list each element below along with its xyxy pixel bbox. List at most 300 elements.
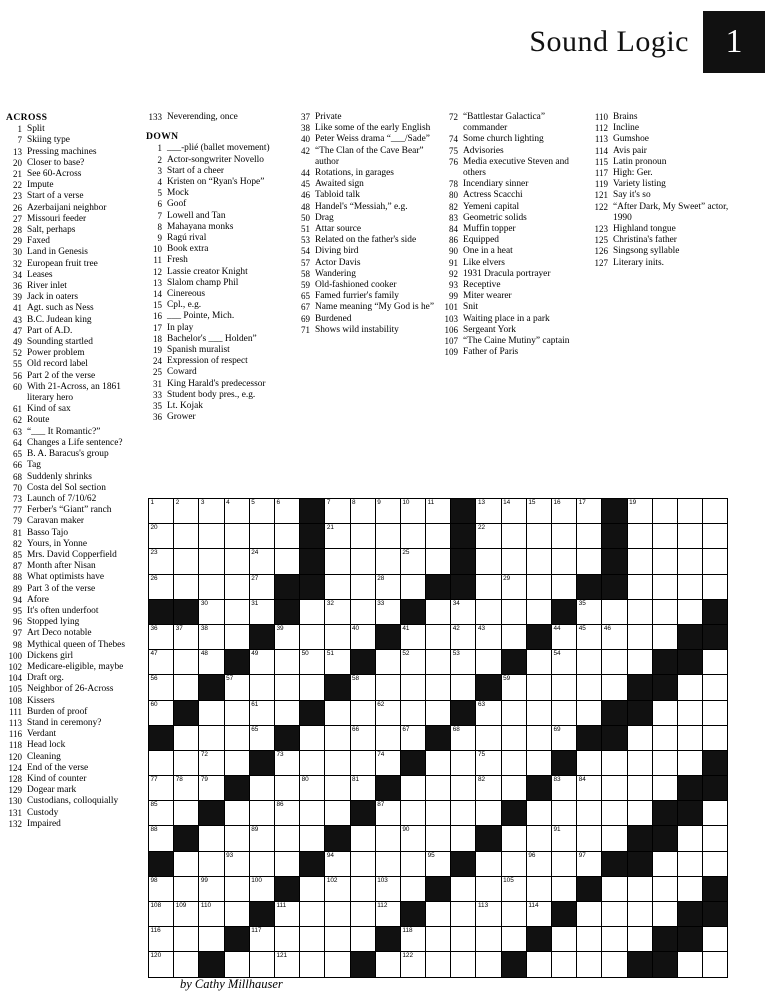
- grid-cell[interactable]: [426, 851, 451, 876]
- grid-cell[interactable]: [526, 952, 551, 977]
- grid-cell[interactable]: [350, 750, 375, 775]
- grid-cell[interactable]: [476, 801, 501, 826]
- grid-cell[interactable]: [149, 624, 174, 649]
- grid-cell[interactable]: [174, 776, 199, 801]
- grid-cell[interactable]: [249, 599, 274, 624]
- grid-cell[interactable]: [274, 524, 299, 549]
- grid-cell[interactable]: [602, 876, 627, 901]
- grid-cell[interactable]: [400, 851, 425, 876]
- grid-cell[interactable]: [476, 624, 501, 649]
- grid-cell[interactable]: [350, 524, 375, 549]
- grid-cell[interactable]: [174, 952, 199, 977]
- clue-item[interactable]: [442, 235, 586, 246]
- clue-item[interactable]: [6, 561, 140, 572]
- grid-cell[interactable]: [199, 700, 224, 725]
- grid-cell[interactable]: [627, 599, 652, 624]
- grid-cell[interactable]: [325, 574, 350, 599]
- clue-item[interactable]: [442, 190, 586, 201]
- clue-item[interactable]: [146, 199, 288, 210]
- clue-item[interactable]: [6, 292, 140, 303]
- clue-item[interactable]: [146, 278, 288, 289]
- grid-cell[interactable]: [476, 524, 501, 549]
- grid-cell[interactable]: [174, 876, 199, 901]
- grid-cell[interactable]: [627, 801, 652, 826]
- grid-cell[interactable]: [149, 776, 174, 801]
- grid-cell[interactable]: [174, 851, 199, 876]
- grid-cell[interactable]: [552, 801, 577, 826]
- grid-cell[interactable]: [703, 952, 728, 977]
- grid-cell[interactable]: [249, 876, 274, 901]
- grid-cell[interactable]: [350, 927, 375, 952]
- grid-cell[interactable]: [577, 851, 602, 876]
- grid-cell[interactable]: [249, 952, 274, 977]
- clue-item[interactable]: [6, 606, 140, 617]
- grid-cell[interactable]: [199, 851, 224, 876]
- clue-item[interactable]: [6, 763, 140, 774]
- clue-item[interactable]: [6, 449, 140, 460]
- grid-cell[interactable]: [350, 725, 375, 750]
- clue-item[interactable]: [6, 472, 140, 483]
- grid-cell[interactable]: [174, 750, 199, 775]
- clue-item[interactable]: [6, 404, 140, 415]
- clue-item[interactable]: [146, 334, 288, 345]
- grid-cell[interactable]: [426, 549, 451, 574]
- clue-item[interactable]: [6, 796, 140, 807]
- grid-cell[interactable]: [501, 776, 526, 801]
- grid-cell[interactable]: [426, 700, 451, 725]
- grid-cell[interactable]: [174, 574, 199, 599]
- grid-cell[interactable]: [224, 700, 249, 725]
- grid-cell[interactable]: [224, 801, 249, 826]
- clue-item[interactable]: [146, 401, 288, 412]
- grid-cell[interactable]: [300, 725, 325, 750]
- clue-item[interactable]: [6, 595, 140, 606]
- clue-item[interactable]: [6, 191, 140, 202]
- clue-item[interactable]: [6, 662, 140, 673]
- clue-item[interactable]: [592, 235, 736, 246]
- clue-item[interactable]: [6, 752, 140, 763]
- grid-cell[interactable]: [526, 851, 551, 876]
- clue-item[interactable]: [294, 246, 436, 257]
- grid-cell[interactable]: [274, 499, 299, 524]
- clue-item[interactable]: [6, 516, 140, 527]
- grid-cell[interactable]: [451, 650, 476, 675]
- clue-item[interactable]: [442, 246, 586, 257]
- grid-cell[interactable]: [501, 549, 526, 574]
- grid-cell[interactable]: [249, 524, 274, 549]
- grid-cell[interactable]: [400, 826, 425, 851]
- clue-item[interactable]: [6, 505, 140, 516]
- grid-cell[interactable]: [552, 574, 577, 599]
- grid-cell[interactable]: [149, 952, 174, 977]
- grid-cell[interactable]: [476, 851, 501, 876]
- clue-item[interactable]: [6, 371, 140, 382]
- grid-cell[interactable]: [451, 624, 476, 649]
- grid-cell[interactable]: [224, 624, 249, 649]
- grid-cell[interactable]: [476, 574, 501, 599]
- clue-item[interactable]: [294, 123, 436, 134]
- grid-cell[interactable]: [526, 650, 551, 675]
- clue-item[interactable]: [442, 179, 586, 190]
- grid-cell[interactable]: [703, 851, 728, 876]
- grid-cell[interactable]: [526, 826, 551, 851]
- clue-item[interactable]: [6, 427, 140, 438]
- grid-cell[interactable]: [501, 851, 526, 876]
- grid-cell[interactable]: [350, 624, 375, 649]
- clue-item[interactable]: [146, 345, 288, 356]
- clue-item[interactable]: [6, 684, 140, 695]
- clue-item[interactable]: [6, 785, 140, 796]
- clue-item[interactable]: [442, 280, 586, 291]
- grid-cell[interactable]: [552, 700, 577, 725]
- clue-item[interactable]: [6, 651, 140, 662]
- grid-cell[interactable]: [350, 574, 375, 599]
- grid-cell[interactable]: [274, 801, 299, 826]
- clue-item[interactable]: [6, 774, 140, 785]
- grid-cell[interactable]: [274, 952, 299, 977]
- grid-cell[interactable]: [426, 599, 451, 624]
- grid-cell[interactable]: [325, 952, 350, 977]
- grid-cell[interactable]: [652, 776, 677, 801]
- clue-item[interactable]: [442, 347, 586, 358]
- grid-cell[interactable]: [350, 700, 375, 725]
- grid-cell[interactable]: [350, 549, 375, 574]
- clue-item[interactable]: [294, 134, 436, 145]
- clue-item[interactable]: [442, 224, 586, 235]
- grid-cell[interactable]: [501, 574, 526, 599]
- grid-cell[interactable]: [552, 675, 577, 700]
- grid-cell[interactable]: [426, 675, 451, 700]
- grid-cell[interactable]: [577, 952, 602, 977]
- grid-cell[interactable]: [677, 499, 702, 524]
- grid-cell[interactable]: [426, 750, 451, 775]
- grid-cell[interactable]: [526, 524, 551, 549]
- grid-cell[interactable]: [526, 700, 551, 725]
- grid-cell[interactable]: [627, 876, 652, 901]
- grid-cell[interactable]: [350, 776, 375, 801]
- grid-cell[interactable]: [426, 902, 451, 927]
- clue-item[interactable]: [146, 289, 288, 300]
- grid-cell[interactable]: [224, 725, 249, 750]
- grid-cell[interactable]: [199, 876, 224, 901]
- clue-item[interactable]: [6, 740, 140, 751]
- grid-cell[interactable]: [400, 725, 425, 750]
- clue-item[interactable]: [442, 269, 586, 280]
- grid-cell[interactable]: [602, 902, 627, 927]
- grid-cell[interactable]: [375, 876, 400, 901]
- grid-cell[interactable]: [652, 574, 677, 599]
- grid-cell[interactable]: [476, 650, 501, 675]
- grid-cell[interactable]: [199, 927, 224, 952]
- grid-cell[interactable]: [703, 574, 728, 599]
- grid-cell[interactable]: [476, 952, 501, 977]
- grid-cell[interactable]: [526, 750, 551, 775]
- grid-cell[interactable]: [300, 750, 325, 775]
- grid-cell[interactable]: [627, 574, 652, 599]
- clue-item[interactable]: [442, 202, 586, 213]
- grid-cell[interactable]: [526, 499, 551, 524]
- clue-item[interactable]: [592, 146, 736, 157]
- grid-cell[interactable]: [149, 549, 174, 574]
- grid-cell[interactable]: [451, 599, 476, 624]
- grid-cell[interactable]: [577, 750, 602, 775]
- clue-item[interactable]: [294, 146, 436, 168]
- grid-cell[interactable]: [300, 876, 325, 901]
- grid-cell[interactable]: [602, 750, 627, 775]
- clue-item[interactable]: [6, 729, 140, 740]
- clue-item[interactable]: [146, 222, 288, 233]
- clue-item[interactable]: [6, 382, 140, 404]
- clue-item[interactable]: [6, 247, 140, 258]
- grid-cell[interactable]: [577, 801, 602, 826]
- grid-cell[interactable]: [602, 927, 627, 952]
- grid-cell[interactable]: [552, 851, 577, 876]
- grid-cell[interactable]: [300, 826, 325, 851]
- grid-cell[interactable]: [149, 902, 174, 927]
- clue-item[interactable]: [6, 673, 140, 684]
- grid-cell[interactable]: [149, 750, 174, 775]
- clue-item[interactable]: [146, 412, 288, 423]
- grid-cell[interactable]: [476, 750, 501, 775]
- grid-cell[interactable]: [174, 624, 199, 649]
- grid-cell[interactable]: [677, 725, 702, 750]
- grid-cell[interactable]: [577, 700, 602, 725]
- grid-cell[interactable]: [199, 624, 224, 649]
- clue-item[interactable]: [6, 494, 140, 505]
- clue-item[interactable]: [146, 155, 288, 166]
- grid-cell[interactable]: [199, 902, 224, 927]
- grid-cell[interactable]: [652, 499, 677, 524]
- grid-cell[interactable]: [577, 624, 602, 649]
- grid-cell[interactable]: [476, 599, 501, 624]
- grid-cell[interactable]: [300, 801, 325, 826]
- grid-cell[interactable]: [375, 725, 400, 750]
- grid-cell[interactable]: [652, 549, 677, 574]
- grid-cell[interactable]: [426, 499, 451, 524]
- grid-cell[interactable]: [224, 851, 249, 876]
- grid-cell[interactable]: [375, 851, 400, 876]
- grid-cell[interactable]: [577, 599, 602, 624]
- grid-cell[interactable]: [400, 549, 425, 574]
- clue-item[interactable]: [146, 267, 288, 278]
- grid-cell[interactable]: [199, 574, 224, 599]
- grid-cell[interactable]: [325, 876, 350, 901]
- clue-item[interactable]: [146, 311, 288, 322]
- grid-cell[interactable]: [199, 650, 224, 675]
- grid-cell[interactable]: [325, 499, 350, 524]
- grid-cell[interactable]: [526, 725, 551, 750]
- grid-cell[interactable]: [199, 725, 224, 750]
- grid-cell[interactable]: [274, 776, 299, 801]
- grid-cell[interactable]: [451, 927, 476, 952]
- grid-cell[interactable]: [249, 927, 274, 952]
- grid-cell[interactable]: [476, 499, 501, 524]
- clue-item[interactable]: [146, 233, 288, 244]
- clue-item[interactable]: [146, 255, 288, 266]
- grid-cell[interactable]: [199, 499, 224, 524]
- clue-item[interactable]: [294, 190, 436, 201]
- grid-cell[interactable]: [627, 927, 652, 952]
- grid-cell[interactable]: [300, 624, 325, 649]
- grid-cell[interactable]: [149, 675, 174, 700]
- grid-cell[interactable]: [224, 549, 249, 574]
- grid-cell[interactable]: [199, 826, 224, 851]
- grid-cell[interactable]: [703, 650, 728, 675]
- grid-cell[interactable]: [577, 776, 602, 801]
- grid-cell[interactable]: [451, 675, 476, 700]
- grid-cell[interactable]: [526, 599, 551, 624]
- grid-cell[interactable]: [325, 725, 350, 750]
- grid-cell[interactable]: [552, 624, 577, 649]
- grid-cell[interactable]: [300, 952, 325, 977]
- grid-cell[interactable]: [677, 952, 702, 977]
- grid-cell[interactable]: [325, 750, 350, 775]
- clue-item[interactable]: [146, 244, 288, 255]
- grid-cell[interactable]: [224, 574, 249, 599]
- grid-cell[interactable]: [677, 876, 702, 901]
- grid-cell[interactable]: [703, 499, 728, 524]
- grid-cell[interactable]: [426, 952, 451, 977]
- grid-cell[interactable]: [677, 700, 702, 725]
- grid-cell[interactable]: [274, 750, 299, 775]
- grid-cell[interactable]: [677, 574, 702, 599]
- clue-item[interactable]: [592, 179, 736, 190]
- grid-cell[interactable]: [703, 675, 728, 700]
- grid-cell[interactable]: [476, 549, 501, 574]
- clue-item[interactable]: [6, 259, 140, 270]
- clue-item[interactable]: [146, 211, 288, 222]
- grid-cell[interactable]: [274, 675, 299, 700]
- clue-item[interactable]: [146, 367, 288, 378]
- grid-cell[interactable]: [627, 902, 652, 927]
- grid-cell[interactable]: [325, 524, 350, 549]
- grid-cell[interactable]: [375, 650, 400, 675]
- grid-cell[interactable]: [224, 675, 249, 700]
- grid-cell[interactable]: [249, 549, 274, 574]
- grid-cell[interactable]: [476, 700, 501, 725]
- clue-item[interactable]: [146, 112, 288, 123]
- grid-cell[interactable]: [652, 876, 677, 901]
- grid-cell[interactable]: [602, 624, 627, 649]
- grid-cell[interactable]: [300, 776, 325, 801]
- clue-item[interactable]: [6, 696, 140, 707]
- grid-cell[interactable]: [300, 927, 325, 952]
- grid-cell[interactable]: [224, 876, 249, 901]
- grid-cell[interactable]: [577, 675, 602, 700]
- clue-item[interactable]: [442, 336, 586, 347]
- grid-cell[interactable]: [476, 725, 501, 750]
- grid-cell[interactable]: [149, 826, 174, 851]
- clue-item[interactable]: [442, 325, 586, 336]
- grid-cell[interactable]: [274, 902, 299, 927]
- clue-item[interactable]: [6, 415, 140, 426]
- clue-item[interactable]: [592, 190, 736, 201]
- grid-cell[interactable]: [375, 826, 400, 851]
- clue-item[interactable]: [294, 325, 436, 336]
- clue-item[interactable]: [6, 348, 140, 359]
- clue-item[interactable]: [442, 213, 586, 224]
- clue-item[interactable]: [294, 202, 436, 213]
- clue-item[interactable]: [294, 235, 436, 246]
- grid-cell[interactable]: [400, 952, 425, 977]
- clue-item[interactable]: [6, 628, 140, 639]
- grid-cell[interactable]: [325, 801, 350, 826]
- grid-cell[interactable]: [652, 700, 677, 725]
- grid-cell[interactable]: [325, 927, 350, 952]
- grid-cell[interactable]: [652, 599, 677, 624]
- grid-cell[interactable]: [426, 927, 451, 952]
- grid-cell[interactable]: [526, 675, 551, 700]
- grid-cell[interactable]: [677, 826, 702, 851]
- clue-item[interactable]: [592, 258, 736, 269]
- grid-cell[interactable]: [350, 499, 375, 524]
- grid-cell[interactable]: [602, 650, 627, 675]
- clue-item[interactable]: [6, 180, 140, 191]
- grid-cell[interactable]: [224, 750, 249, 775]
- clue-item[interactable]: [6, 203, 140, 214]
- grid-cell[interactable]: [652, 624, 677, 649]
- grid-cell[interactable]: [149, 700, 174, 725]
- grid-cell[interactable]: [400, 801, 425, 826]
- grid-cell[interactable]: [703, 700, 728, 725]
- grid-cell[interactable]: [552, 549, 577, 574]
- grid-cell[interactable]: [552, 499, 577, 524]
- clue-item[interactable]: [592, 134, 736, 145]
- clue-item[interactable]: [6, 808, 140, 819]
- grid-cell[interactable]: [249, 851, 274, 876]
- grid-cell[interactable]: [325, 599, 350, 624]
- grid-cell[interactable]: [274, 650, 299, 675]
- grid-cell[interactable]: [451, 801, 476, 826]
- clue-item[interactable]: [592, 224, 736, 235]
- grid-cell[interactable]: [375, 524, 400, 549]
- grid-cell[interactable]: [476, 776, 501, 801]
- clue-item[interactable]: [6, 225, 140, 236]
- clue-item[interactable]: [294, 213, 436, 224]
- grid-cell[interactable]: [552, 952, 577, 977]
- clue-item[interactable]: [6, 640, 140, 651]
- grid-cell[interactable]: [149, 801, 174, 826]
- grid-cell[interactable]: [577, 650, 602, 675]
- grid-cell[interactable]: [552, 826, 577, 851]
- grid-cell[interactable]: [400, 624, 425, 649]
- grid-cell[interactable]: [526, 549, 551, 574]
- grid-cell[interactable]: [350, 826, 375, 851]
- grid-cell[interactable]: [703, 826, 728, 851]
- grid-cell[interactable]: [426, 650, 451, 675]
- grid-cell[interactable]: [375, 902, 400, 927]
- clue-item[interactable]: [592, 123, 736, 134]
- grid-cell[interactable]: [602, 952, 627, 977]
- grid-cell[interactable]: [476, 902, 501, 927]
- grid-cell[interactable]: [375, 599, 400, 624]
- clue-item[interactable]: [146, 356, 288, 367]
- grid-cell[interactable]: [526, 902, 551, 927]
- grid-cell[interactable]: [526, 876, 551, 901]
- grid-cell[interactable]: [451, 776, 476, 801]
- grid-cell[interactable]: [325, 650, 350, 675]
- grid-cell[interactable]: [149, 524, 174, 549]
- grid-cell[interactable]: [602, 599, 627, 624]
- grid-cell[interactable]: [426, 826, 451, 851]
- grid-cell[interactable]: [627, 549, 652, 574]
- grid-cell[interactable]: [501, 902, 526, 927]
- clue-item[interactable]: [6, 359, 140, 370]
- grid-cell[interactable]: [224, 902, 249, 927]
- grid-cell[interactable]: [677, 750, 702, 775]
- grid-cell[interactable]: [350, 876, 375, 901]
- grid-cell[interactable]: [375, 675, 400, 700]
